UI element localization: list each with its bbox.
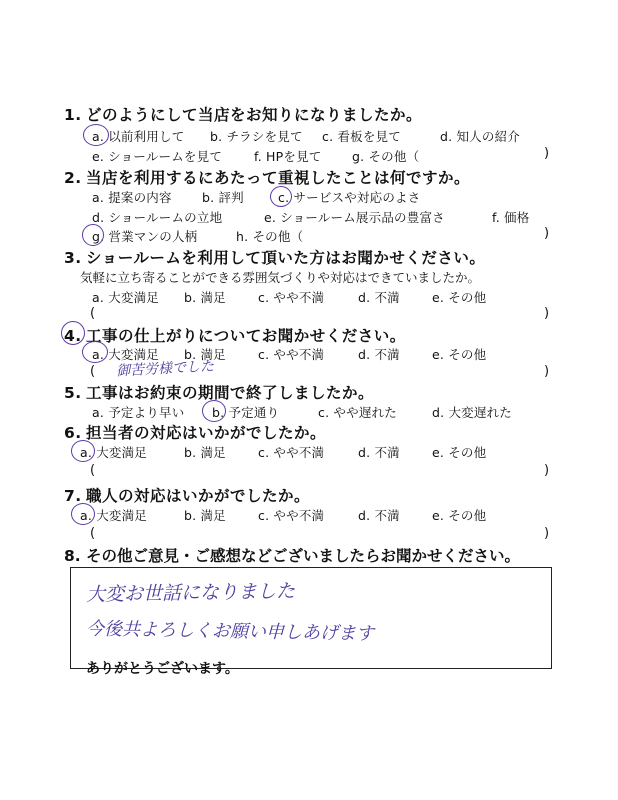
- q2-option-a[interactable]: a. 提案の内容: [92, 190, 172, 205]
- q2-option-b[interactable]: b. 評判: [202, 190, 244, 205]
- selected-circle-mark: [82, 341, 108, 363]
- q7-option-d[interactable]: d. 不満: [358, 508, 400, 523]
- question-8-title: 8. その他ご意見・ご感想などございましたらお聞かせください。: [64, 547, 521, 565]
- question-5-title: 5. 工事はお約束の期間で終了しましたか。: [64, 384, 375, 402]
- question-4-title: 4. 工事の仕上がりについてお聞かせください。: [64, 327, 406, 345]
- q3-option-a[interactable]: a. 大変満足: [92, 290, 160, 305]
- q4-paren-close: ): [544, 364, 550, 379]
- q2-option-d[interactable]: d. ショールームの立地: [92, 210, 223, 225]
- q4-paren-open: (: [90, 364, 96, 379]
- q4-handwritten-comment: 御苦労様でした: [115, 358, 215, 380]
- q2-option-f[interactable]: f. 価格: [492, 210, 530, 225]
- question-3-title: 3. ショールームを利用して頂いた方はお聞かせください。: [64, 249, 486, 267]
- q7-option-b[interactable]: b. 満足: [184, 508, 226, 523]
- q3-option-e[interactable]: e. その他: [432, 290, 487, 305]
- q4-option-b[interactable]: b. 満足: [184, 347, 226, 362]
- selected-circle-mark: [202, 400, 226, 422]
- question-2-title: 2. 当店を利用するにあたって重視したことは何ですか。: [64, 169, 471, 187]
- q5-option-a[interactable]: a. 予定より早い: [92, 405, 185, 420]
- q3-option-d[interactable]: d. 不満: [358, 290, 400, 305]
- q1-option-e[interactable]: e. ショールームを見て: [92, 149, 223, 164]
- q2-option-h[interactable]: h. その他（: [236, 229, 304, 244]
- question-1-title: 1. どのようにして当店をお知りになりましたか。: [64, 106, 423, 124]
- q1-option-b[interactable]: b. チラシを見て: [210, 129, 303, 144]
- q4-option-c[interactable]: c. やや不満: [258, 347, 325, 362]
- q3-paren-open: (: [90, 306, 96, 321]
- q7-paren-close: ): [544, 526, 550, 541]
- q6-paren-close: ): [544, 463, 550, 478]
- q2-paren-close: ): [544, 226, 550, 241]
- q1-option-d[interactable]: d. 知人の紹介: [440, 129, 520, 144]
- q2-option-c[interactable]: c. サービスや対応のよさ: [278, 190, 421, 205]
- question-6-title: 6. 担当者の対応はいかがでしたか。: [64, 424, 327, 442]
- selected-circle-mark: [71, 440, 95, 462]
- selected-circle-mark: [71, 503, 95, 525]
- q1-option-a[interactable]: a. 以前利用して: [92, 129, 185, 144]
- q1-paren-close: ): [544, 146, 550, 161]
- q6-option-e[interactable]: e. その他: [432, 445, 487, 460]
- selected-circle-mark: [82, 224, 104, 246]
- q6-option-c[interactable]: c. やや不満: [258, 445, 325, 460]
- handwritten-comment-line-1: 大変お世話になりました: [85, 580, 296, 606]
- q2-option-g[interactable]: g. 営業マンの人柄: [92, 229, 198, 244]
- q7-option-e[interactable]: e. その他: [432, 508, 487, 523]
- thank-you-text: ありがとうございます。: [86, 661, 239, 677]
- q7-paren-open: (: [90, 526, 96, 541]
- question-7-title: 7. 職人の対応はいかがでしたか。: [64, 487, 311, 505]
- selected-circle-mark: [61, 321, 85, 345]
- q7-option-a[interactable]: a. 大変満足: [80, 508, 148, 523]
- q6-option-b[interactable]: b. 満足: [184, 445, 226, 460]
- selected-circle-mark: [270, 186, 292, 207]
- q4-option-e[interactable]: e. その他: [432, 347, 487, 362]
- q2-option-e[interactable]: e. ショールーム展示品の豊富さ: [264, 210, 445, 225]
- q1-option-c[interactable]: c. 看板を見て: [322, 129, 401, 144]
- q5-option-d[interactable]: d. 大変遅れた: [432, 405, 512, 420]
- q6-option-d[interactable]: d. 不満: [358, 445, 400, 460]
- selected-circle-mark: [83, 124, 109, 146]
- q3-option-c[interactable]: c. やや不満: [258, 290, 325, 305]
- q5-option-c[interactable]: c. やや遅れた: [318, 405, 397, 420]
- q3-subtitle: 気軽に立ち寄ることができる雰囲気づくりや対応はできていましたか。: [80, 270, 481, 285]
- q3-option-b[interactable]: b. 満足: [184, 290, 226, 305]
- q7-option-c[interactable]: c. やや不満: [258, 508, 325, 523]
- q6-paren-open: (: [90, 463, 96, 478]
- q6-option-a[interactable]: a. 大変満足: [80, 445, 148, 460]
- q4-option-d[interactable]: d. 不満: [358, 347, 400, 362]
- q1-option-f[interactable]: f. HPを見て: [254, 149, 322, 164]
- q3-paren-close: ): [544, 306, 550, 321]
- q4-option-a[interactable]: a. 大変満足: [92, 347, 160, 362]
- q5-option-b[interactable]: b. 予定通り: [212, 405, 280, 420]
- q1-option-g[interactable]: g. その他（: [352, 149, 420, 164]
- handwritten-comment-line-2: 今後共よろしくお願い申しあげます: [85, 618, 375, 645]
